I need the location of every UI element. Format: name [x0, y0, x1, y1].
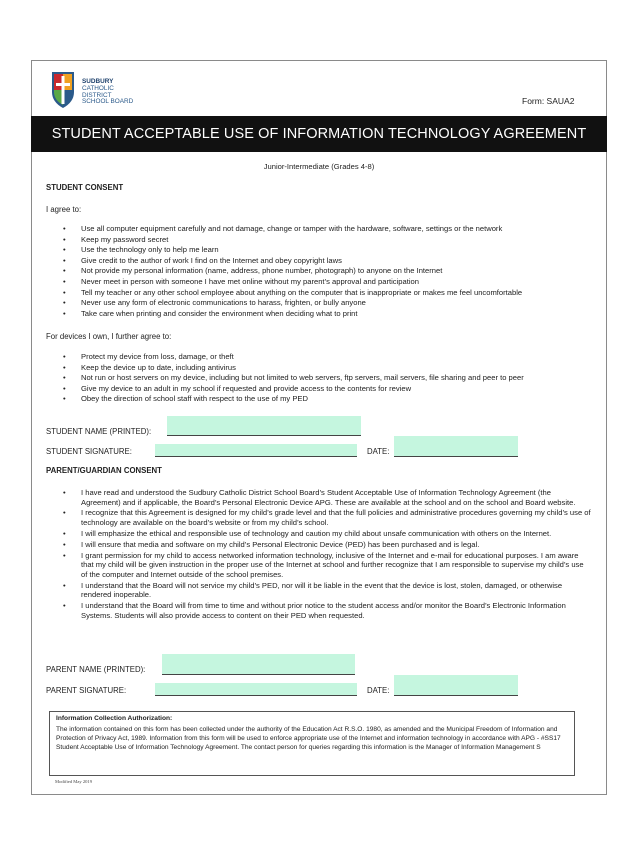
student-date-field[interactable] — [394, 436, 518, 457]
list-item: • Give credit to the author of work I find on the Internet and obey copyright laws — [46, 256, 522, 267]
list-item: • I will ensure that media and software on my child’s Personal Electronic Device (PED) has been purchased and is legal. — [46, 540, 591, 550]
student-signature-field[interactable] — [155, 444, 357, 457]
logo-line: SUDBURY — [82, 78, 114, 85]
info-collection-text: The information contained on this form has been collected under the authority of the Education Act R.S.O. 1980, as amended and the Municipal Freedom of Information and Protection of Privacy Act, 1989. Information from this form will be used to enforce appropriate use of the Internet and information technology in accordance with APG - #SS17 Student Acceptable Use of Information Technology Agreement. The contact person for queries regarding this information is the Manager of Information Management S — [56, 726, 561, 751]
list-item: • Take care when printing and consider the environment when deciding what to print — [46, 309, 522, 320]
modified-date: Modified May 2019 — [55, 779, 93, 784]
list-item: • Use all computer equipment carefully and not damage, change or tamper with the hardware, software, settings or the network — [46, 224, 522, 235]
list-item: • Not provide my personal information (name, address, phone number, photograph) to anyone on the Internet — [46, 266, 522, 277]
device-agreement-list — [46, 352, 524, 405]
form-id: Form: SAUA2 — [522, 96, 575, 106]
student-agreement-list — [46, 224, 522, 319]
list-item: • Never use any form of electronic communications to harass, frighten, or bully anyone — [46, 298, 522, 309]
list-item: • Keep the device up to date, including antivirus — [46, 363, 524, 374]
list-item: • Protect my device from loss, damage, or theft — [46, 352, 524, 363]
student-signature-label: STUDENT SIGNATURE: — [46, 447, 132, 456]
student-date-label: DATE: — [367, 447, 390, 456]
list-item: • I understand that the Board will not service my child’s PED, nor will it be liable in the event that the device is lost, stolen, damaged, or otherwise rendered inoperable. — [46, 581, 591, 600]
logo-line: DISTRICT — [82, 91, 112, 99]
list-item: • Keep my password secret — [46, 235, 522, 246]
info-collection-title: Information Collection Authorization: — [56, 715, 173, 722]
parent-signature-label: PARENT SIGNATURE: — [46, 686, 127, 695]
devices-intro: For devices I own, I further agree to: — [46, 332, 172, 341]
student-name-label: STUDENT NAME (PRINTED): — [46, 427, 152, 436]
agree-intro: I agree to: — [46, 205, 82, 214]
list-item: • I understand that the Board will from time to time and without prior notice to the student access and/or monitor the Board’s Electronic Information Systems. Students will also provide access to content on their PED when requested. — [46, 601, 591, 620]
list-item: • I have read and understood the Sudbury Catholic District School Board’s Student Acceptable Use of Information Technology Agreement (the Agreement) and if applicable, the Board’s Personal Electronic Device APG. These are available at the school and on the school and Board website. — [46, 488, 591, 507]
parent-date-label: DATE: — [367, 686, 390, 695]
list-item: • I will emphasize the ethical and responsible use of technology and caution my child about unsafe communication with others on the Internet. — [46, 529, 591, 539]
parent-date-field[interactable] — [394, 675, 518, 696]
list-item: • Not run or host servers on my device, including but not limited to web servers, ftp servers, mail servers, file sharing and peer to peer — [46, 373, 524, 384]
list-item: • Tell my teacher or any other school employee about anything on the computer that is inappropriate or makes me feel uncomfortable — [46, 288, 522, 299]
list-item: • Give my device to an adult in my school if requested and provide access to the contents for review — [46, 384, 524, 395]
parent-signature-field[interactable] — [155, 683, 357, 696]
parent-name-field[interactable] — [162, 654, 355, 675]
list-item: • I recognize that this Agreement is designed for my child’s grade level and that the full policies and administrative procedures governing my child’s use of technology are available on the board’s website or from my child’s school. — [46, 508, 591, 527]
parent-consent-heading: PARENT/GUARDIAN CONSENT — [46, 466, 162, 475]
list-item: • Use the technology only to help me learn — [46, 245, 522, 256]
parent-name-label: PARENT NAME (PRINTED): — [46, 665, 146, 674]
grade-level-subtitle: Junior-Intermediate (Grades 4-8) — [263, 162, 375, 171]
list-item: • Never meet in person with someone I have met online without my parent’s approval and participation — [46, 277, 522, 288]
logo-wordmark — [82, 79, 133, 106]
student-name-field[interactable] — [167, 416, 361, 436]
logo-line: SCHOOL BOARD — [82, 98, 134, 106]
logo-line: CATHOLIC — [82, 84, 114, 92]
parent-agreement-list — [46, 488, 591, 622]
list-item: • Obey the direction of school staff with respect to the use of my PED — [46, 394, 524, 405]
page-title: STUDENT ACCEPTABLE USE OF INFORMATION TECHNOLOGY AGREEMENT — [31, 116, 607, 152]
student-consent-heading: STUDENT CONSENT — [46, 183, 124, 192]
list-item: • I grant permission for my child to access networked information technology, inclusive of the Internet and e-mail for educational purposes. I am aware that my child will be given instruction in the proper use of the Internet at school and further recognize that I am responsible to supervise my child’s use of the computer and Internet outside of the school premises. — [46, 551, 591, 580]
